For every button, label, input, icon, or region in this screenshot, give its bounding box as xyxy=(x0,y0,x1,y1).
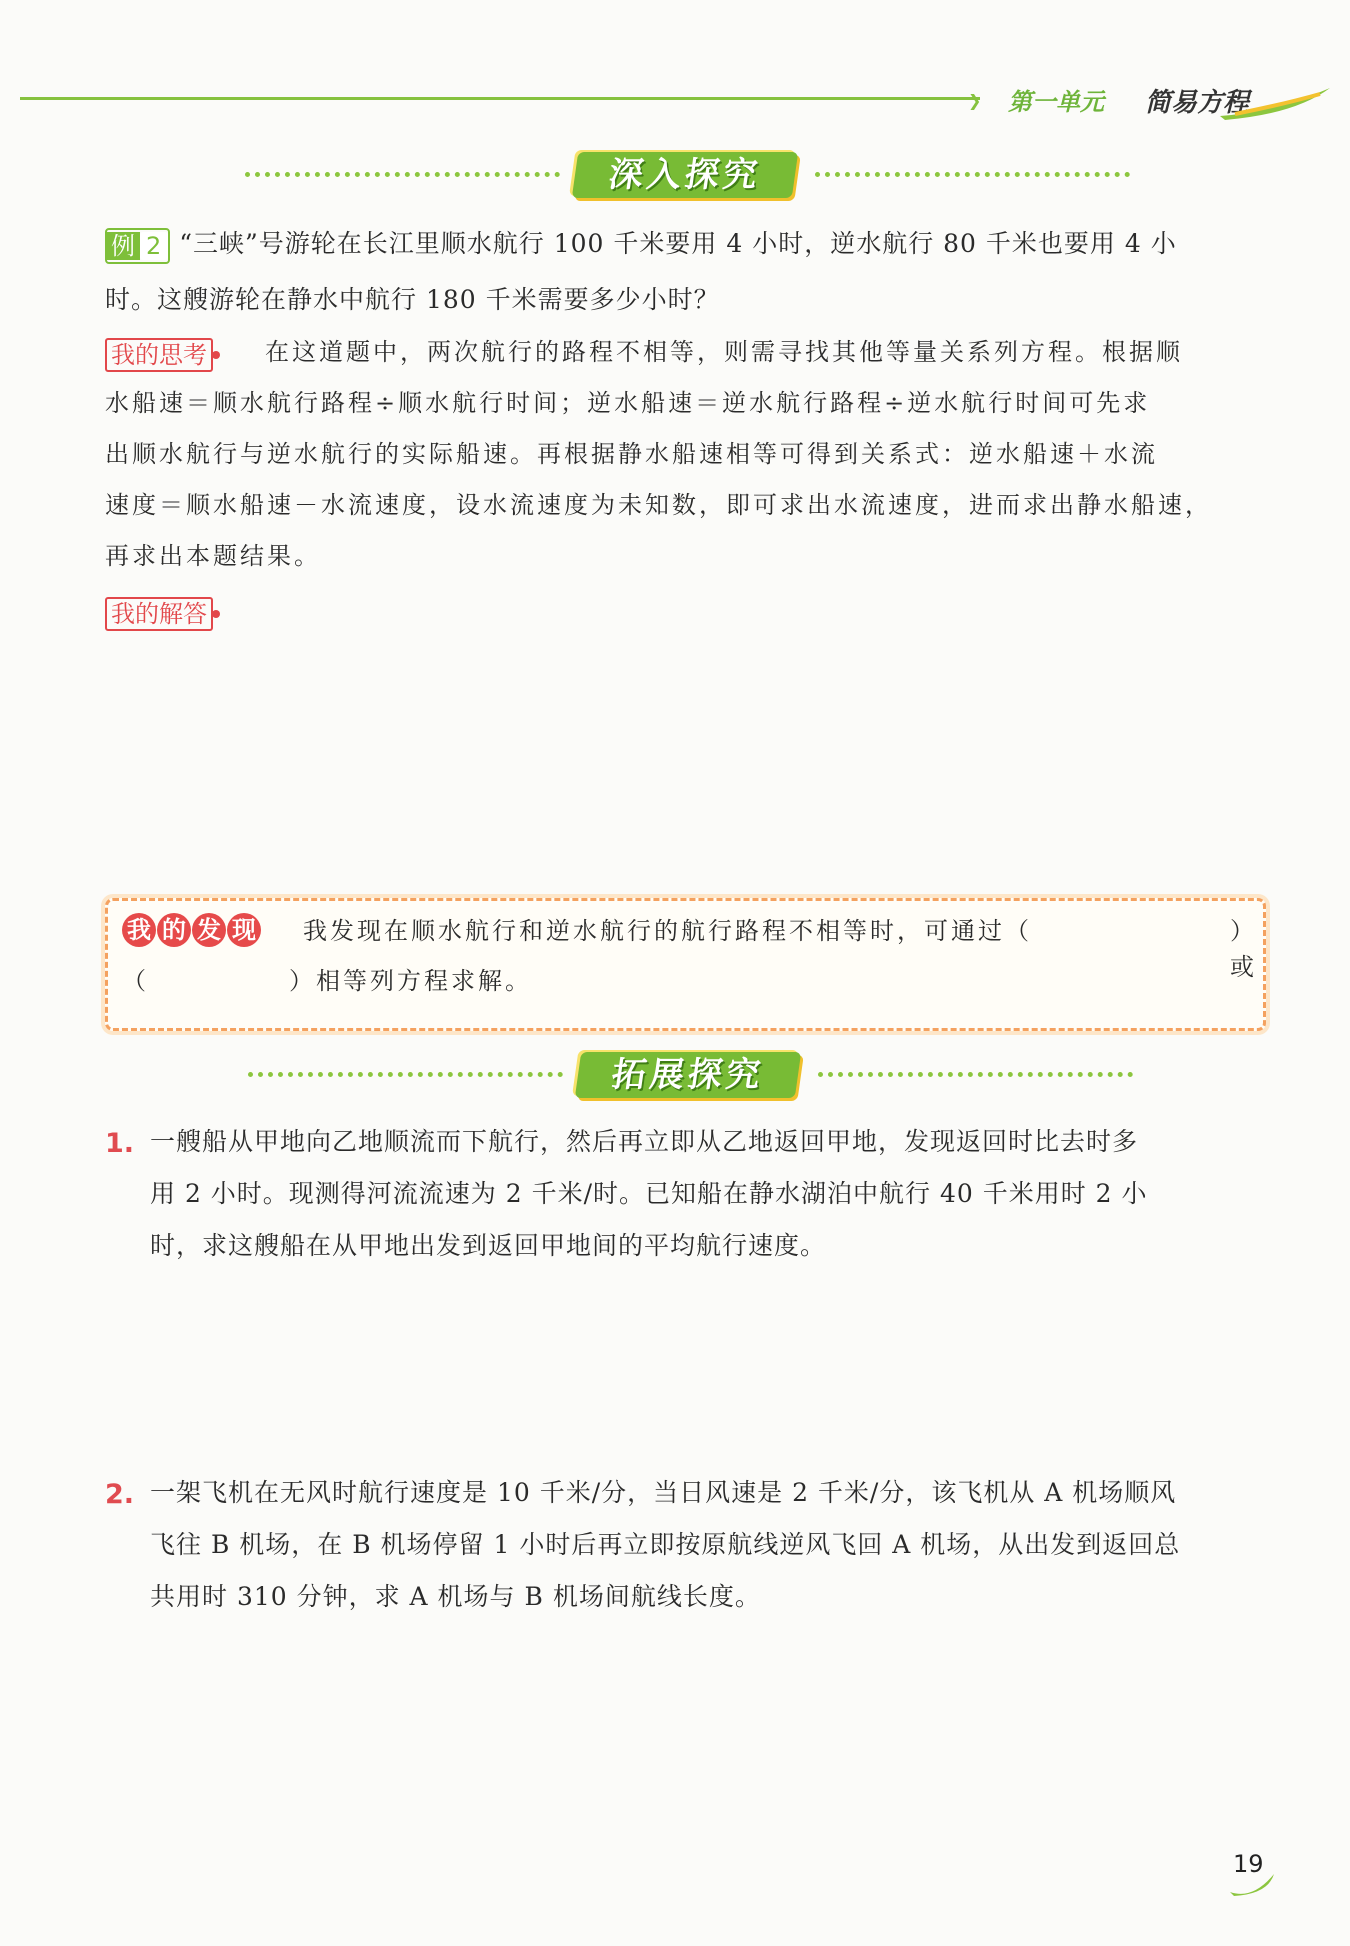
section-title: 深入探究 xyxy=(572,152,798,198)
problem-1-answer-area[interactable] xyxy=(150,1280,1260,1450)
problem-2-line-2: 飞往 B 机场，在 B 机场停留 1 小时后再立即按原航线逆风飞回 A 机场，从出发到返回总 xyxy=(150,1530,1181,1559)
header-rule xyxy=(20,97,980,100)
problem-1-line-1: 一艘船从甲地向乙地顺流而下航行，然后再立即从乙地返回甲地，发现返回时比去时多 xyxy=(150,1127,1139,1156)
discover-line-1-end: ）或 xyxy=(1230,917,1254,981)
discover-tag-char: 的 xyxy=(157,913,191,947)
dotted-rule xyxy=(815,172,1130,177)
answer-tag xyxy=(105,597,213,631)
thinking-line-1: 在这道题中，两次航行的路程不相等，则需寻找其他等量关系列方程。根据顺 xyxy=(265,338,1183,366)
problem-1-line-2: 用 2 小时。现测得河流流速为 2 千米/时。已知船在静水湖泊中航行 40 千米用时 2 小 xyxy=(150,1179,1148,1208)
page-number: 19 xyxy=(1233,1850,1264,1878)
discover-tag-char: 我 xyxy=(122,913,156,947)
section-banner-deep xyxy=(245,152,1130,198)
thinking-tag xyxy=(105,338,213,372)
section-title: 拓展探究 xyxy=(575,1052,801,1098)
leaf-swoosh-icon xyxy=(1215,84,1335,124)
thinking-line-4: 速度＝顺水船速－水流速度，设水流速度为未知数，即可求出水流速度，进而求出静水船速， xyxy=(105,491,1212,519)
problem-2-line-1: 一架飞机在无风时航行速度是 10 千米/分，当日风速是 2 千米/分，该飞机从 A 机场顺风 xyxy=(150,1478,1177,1507)
problem-number: 2. xyxy=(105,1479,135,1510)
example-text: “三峡”号游轮在长江里顺水航行 100 千米要用 4 小时，逆水航行 80 千米也要用 4 小 xyxy=(179,229,1177,258)
fill-blank[interactable] xyxy=(149,988,289,989)
thinking-line-5: 再求出本题结果。 xyxy=(105,542,321,570)
thinking-line-2: 水船速＝顺水航行路程÷顺水航行时间；逆水船速＝逆水航行路程÷逆水航行时间可先求 xyxy=(105,389,1151,417)
answer-area[interactable] xyxy=(105,640,1265,870)
example-tag-number: 2 xyxy=(140,232,168,260)
discover-line-2 xyxy=(122,963,532,999)
dotted-rule xyxy=(245,172,560,177)
dotted-rule xyxy=(818,1072,1133,1077)
example-tag xyxy=(105,228,170,264)
problem-number: 1. xyxy=(105,1128,135,1159)
discover-tag-char: 发 xyxy=(192,913,226,947)
example-line-2: 时。这艘游轮在静水中航行 180 千米需要多少小时？ xyxy=(105,285,720,314)
discover-tag xyxy=(122,913,262,947)
dotted-rule xyxy=(248,1072,563,1077)
thinking-label: 我的思考 xyxy=(105,338,213,372)
unit-label: 第一单元 xyxy=(1008,88,1104,116)
example-line-1 xyxy=(105,218,1275,270)
problem-2-line-3: 共用时 310 分钟，求 A 机场与 B 机场间航线长度。 xyxy=(150,1582,761,1611)
problem-1-line-3: 时，求这艘船在从甲地出发到返回甲地间的平均航行速度。 xyxy=(150,1231,827,1260)
section-banner-extend xyxy=(248,1052,1133,1098)
discover-line-1: 我发现在顺水航行和逆水航行的航行路程不相等时，可通过（ xyxy=(303,917,1032,945)
discover-box xyxy=(105,898,1266,1031)
discover-tag-char: 现 xyxy=(227,913,261,947)
problem-2-answer-area[interactable] xyxy=(150,1635,1260,1825)
topic-label: 简易方程 xyxy=(1145,88,1250,118)
thinking-line-3: 出顺水航行与逆水航行的实际船速。再根据静水船速相等可得到关系式：逆水船速＋水流 xyxy=(105,440,1158,468)
blank-open: （ xyxy=(122,967,149,995)
discover-line-2-text: ）相等列方程求解。 xyxy=(289,967,532,995)
page-swoosh-icon xyxy=(1228,1870,1278,1900)
example-tag-label: 例 xyxy=(107,232,140,260)
chevron-icon: ❯ xyxy=(968,91,982,110)
answer-label: 我的解答 xyxy=(105,597,213,631)
